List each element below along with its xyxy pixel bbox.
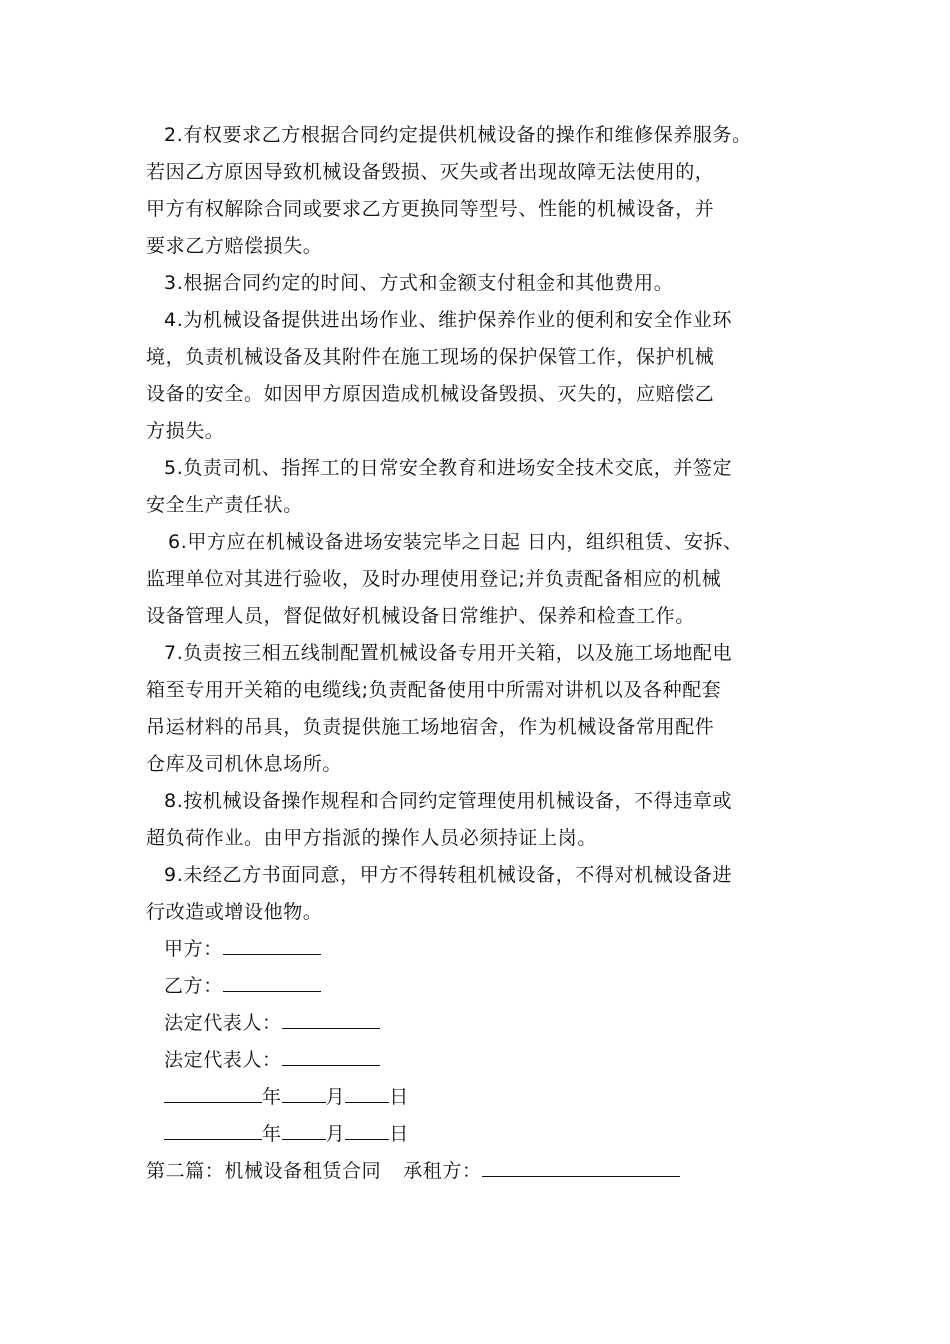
- day-label: 日: [389, 1123, 409, 1145]
- month-blank[interactable]: [282, 1080, 326, 1103]
- day-blank[interactable]: [345, 1080, 389, 1103]
- clause-line: 设备管理人员，督促做好机械设备日常维护、保养和检查工作。: [146, 605, 695, 627]
- lessee-blank[interactable]: [482, 1154, 680, 1177]
- clause-line: 仓库及司机休息场所。: [146, 753, 343, 775]
- day-label: 日: [389, 1086, 409, 1108]
- clause-line: 9.未经乙方书面同意，甲方不得转租机械设备，不得对机械设备进: [164, 864, 733, 886]
- clause-line: 3.根据合同约定的时间、方式和金额支付租金和其他费用。: [164, 272, 674, 294]
- clause-line: 甲方有权解除合同或要求乙方更换同等型号、性能的机械设备，并: [146, 198, 715, 220]
- clause-line: 8.按机械设备操作规程和合同约定管理使用机械设备，不得违章或: [164, 790, 733, 812]
- year-label: 年: [262, 1123, 282, 1145]
- clause-line: 监理单位对其进行验收，及时办理使用登记;并负责配备相应的机械: [146, 568, 722, 590]
- party-a-row: [146, 931, 822, 968]
- signature-block: [146, 931, 822, 1153]
- clause-line: 安全生产责任状。: [146, 494, 303, 516]
- section-two-heading-row: [146, 1153, 822, 1190]
- clause-6: [146, 524, 822, 635]
- lessee-label: 承租方：: [403, 1160, 482, 1182]
- month-label: 月: [325, 1123, 346, 1145]
- clause-line: 2.有权要求乙方根据合同约定提供机械设备的操作和维修保养服务。: [164, 124, 752, 146]
- clause-9: [146, 857, 822, 931]
- clause-line: 4.为机械设备提供进出场作业、维护保养作业的便利和安全作业环: [164, 309, 733, 331]
- party-b-row: [146, 968, 822, 1005]
- date-row-1: [146, 1079, 822, 1116]
- clause-line: 境，负责机械设备及其附件在施工现场的保护保管工作，保护机械: [146, 346, 715, 368]
- clause-2: [146, 117, 822, 265]
- party-b-blank[interactable]: [223, 969, 321, 992]
- party-a-label: 甲方：: [164, 938, 223, 960]
- legal-rep-row-2: [146, 1042, 822, 1079]
- clause-3: [146, 265, 822, 302]
- party-a-blank[interactable]: [223, 932, 321, 955]
- month-label: 月: [325, 1086, 346, 1108]
- clause-8: [146, 783, 822, 857]
- clause-line: 6.甲方应在机械设备进场安装完毕之日起 日内，组织租赁、安拆、: [168, 531, 743, 553]
- year-blank[interactable]: [164, 1117, 262, 1140]
- clause-line: 5.负责司机、指挥工的日常安全教育和进场安全技术交底，并签定: [164, 457, 733, 479]
- legal-rep-label: 法定代表人：: [164, 1049, 282, 1071]
- clause-5: [146, 450, 822, 524]
- legal-rep-row-1: [146, 1005, 822, 1042]
- clause-line: 7.负责按三相五线制配置机械设备专用开关箱，以及施工场地配电: [164, 642, 733, 664]
- clause-line: 若因乙方原因导致机械设备毁损、灭失或者出现故障无法使用的，: [146, 161, 715, 183]
- clause-7: [146, 635, 822, 783]
- day-blank[interactable]: [345, 1117, 389, 1140]
- clause-line: 超负荷作业。由甲方指派的操作人员必须持证上岗。: [146, 827, 597, 849]
- clause-line: 要求乙方赔偿损失。: [146, 235, 323, 257]
- section-two-title: 第二篇：机械设备租赁合同: [146, 1160, 382, 1182]
- clause-line: 吊运材料的吊具，负责提供施工场地宿舍，作为机械设备常用配件: [146, 716, 715, 738]
- year-label: 年: [262, 1086, 282, 1108]
- legal-rep-blank[interactable]: [282, 1043, 380, 1066]
- clause-line: 箱至专用开关箱的电缆线;负责配备使用中所需对讲机以及各种配套: [146, 679, 722, 701]
- contract-body: [146, 117, 822, 1190]
- clause-line: 行改造或增设他物。: [146, 901, 323, 923]
- legal-rep-blank[interactable]: [282, 1006, 380, 1029]
- party-b-label: 乙方：: [164, 975, 223, 997]
- clause-line: 设备的安全。如因甲方原因造成机械设备毁损、灭失的，应赔偿乙: [146, 383, 715, 405]
- clause-4: [146, 302, 822, 450]
- legal-rep-label: 法定代表人：: [164, 1012, 282, 1034]
- date-row-2: [146, 1116, 822, 1153]
- clause-line: 方损失。: [146, 420, 225, 442]
- month-blank[interactable]: [282, 1117, 326, 1140]
- year-blank[interactable]: [164, 1080, 262, 1103]
